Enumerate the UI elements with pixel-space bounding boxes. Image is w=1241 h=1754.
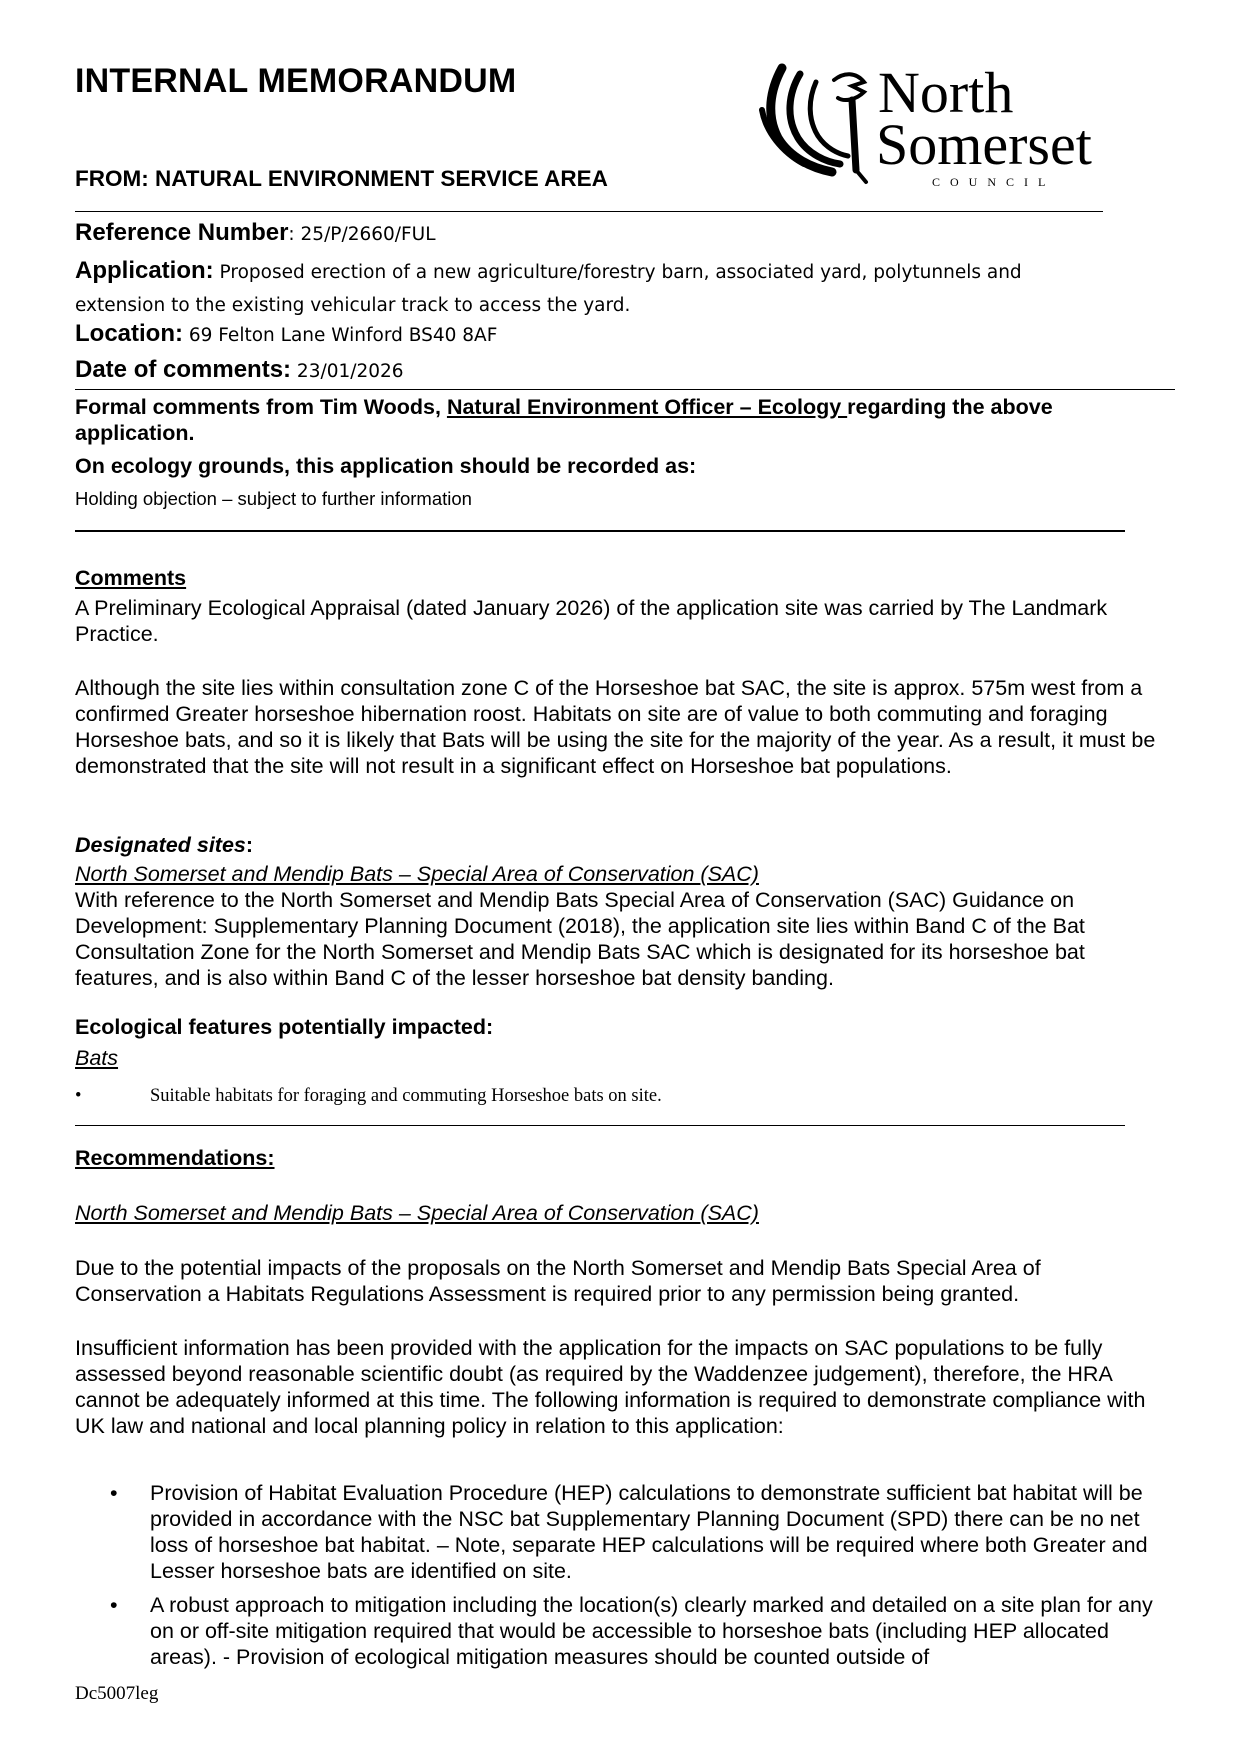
comments-paragraph: A Preliminary Ecological Appraisal (dated January 2026) of the application site was carried by The Landmark Practice. <box>75 596 1108 646</box>
formal-comments-heading: Formal comments from Tim Woods, Natural Environment Officer – Ecology regarding the above application. <box>75 395 1053 445</box>
date-value: 23/01/2026 <box>291 361 404 382</box>
designated-sites-subheading: North Somerset and Mendip Bats – Special Area of Conservation (SAC) <box>75 862 759 886</box>
bullet-icon: • <box>110 1481 118 1505</box>
application-value: Proposed erection of a new agriculture/forestry barn, associated yard, polytunnels and extension to the existing vehicular track to access the yard. <box>75 262 1022 316</box>
application-row <box>75 255 1115 321</box>
recommendations-paragraph: Due to the potential impacts of the proposals on the North Somerset and Mendip Bats Special Area of Conservation a Habitats Regulations Assessment is required prior to any permission being granted. <box>75 1256 1041 1306</box>
list-item: • Provision of Habitat Evaluation Procedure (HEP) calculations to demonstrate sufficient bat habitat will be provided in accordance with the NSC bat Supplementary Planning Document (SPD) there can be no net loss of horseshoe bat habitat. – Note, separate HEP calculations will be required where both Greater and Lesser horseshoe bats are identified on site. <box>110 1481 1148 1583</box>
council-logo <box>752 60 1112 190</box>
date-label: Date of comments: <box>75 356 292 383</box>
recommendations-subheading: North Somerset and Mendip Bats – Special Area of Conservation (SAC) <box>75 1201 759 1225</box>
location-label: Location: <box>75 320 183 347</box>
recommendations-paragraph: Insufficient information has been provided with the application for the impacts on SAC populations to be fully assessed beyond reasonable scientific doubt (as required by the Waddenzee judgement), therefore, the HRA cannot be adequately informed at this time. The following information is required to demonstrate compliance with UK law and national and local planning policy in relation to this application: <box>75 1336 1146 1438</box>
ecology-grounds-heading: On ecology grounds, this application should be recorded as: <box>75 454 697 478</box>
reference-row <box>75 219 436 247</box>
divider <box>75 530 1125 532</box>
bullet-icon: • <box>110 1593 118 1617</box>
location-row <box>75 320 497 348</box>
document-code: Dc5007leg <box>75 1683 159 1704</box>
date-row <box>75 356 404 384</box>
location-value: 69 Felton Lane Winford BS40 8AF <box>183 325 498 346</box>
logo-text-somerset: Somerset <box>876 112 1092 177</box>
memo-title: INTERNAL MEMORANDUM <box>75 62 517 100</box>
memo-page: INTERNAL MEMORANDUM FROM: NATURAL ENVIRONMENT SERVICE AREA North Somerset COUNCIL Reference Number: 25/P/2660/FUL Application: Proposed erection of a new agriculture/forestry barn, associated yard, polytunnels and extension to the existing vehicular track to access the yard. Location: 69 Felton Lane Winford BS40 8AF Date of comments: 23/01/2026 Formal comments from Tim Woods, Natural Environment Officer – Ecology regarding the above application. On ecology grounds, this application should be recorded as: Holding objection – subject to further information Comments A Preliminary Ecological Appraisal (dated January 2026) of the application site was carried by The Landmark Practice. Although the site lies within consultation zone C of the Horseshoe bat SAC, the site is approx. 575m west from a confirmed Greater horseshoe hibernation roost. Habitats on site are of value to both commuting and foraging Horseshoe bats, and so it is likely that Bats will be using the site for the majority of the year. As a result, it must be demonstrated that the site will not result in a significant effect on Horseshoe bat populations. Designated sites: North Somerset and Mendip Bats – Special Area of Conservation (SAC) With reference to the North Somerset and Mendip Bats Special Area of Conservation (SAC) Guidance on Development: Supplementary Planning Document (2018), the application site lies within Band C of the Bat Consultation Zone for the North Somerset and Mendip Bats SAC which is designated for its horseshoe bat features, and is also within Band C of the lesser horseshoe bat density banding. Ecological features potentially impacted: Bats • Suitable habitats for foraging and commuting Horseshoe bats on site. Recommendations: North Somerset and Mendip Bats – Special Area of Conservation (SAC) Due to the potential impacts of the proposals on the North Somerset and Mendip Bats Special Area of Conservation a Habitats Regulations Assessment is required prior to any permission being granted. Insufficient information has been provided with the application for the impacts on SAC populations to be fully assessed beyond reasonable scientific doubt (as required by the Waddenzee judgement), therefore, the HRA cannot be adequately informed at this time. The following information is required to demonstrate compliance with UK law and national and local planning policy in relation to this application: • Provision of Habitat Evaluation Procedure (HEP) calculations to demonstrate sufficient bat habitat will be provided in accordance with the NSC bat Supplementary Planning Document (SPD) there can be no net loss of horseshoe bat habitat. – Note, separate HEP calculations will be required where both Greater and Lesser horseshoe bats are identified on site. • A robust approach to mitigation including the location(s) clearly marked and detailed on a site plan for any on or off-site mitigation required that would be accessible to horseshoe bats (including HEP allocated areas). - Provision of ecological mitigation measures should be counted outside of Dc5007leg <box>0 0 1241 1754</box>
logo-text-north: North <box>878 60 1014 125</box>
recommendations-heading: Recommendations: <box>75 1146 275 1170</box>
reference-label: Reference Number <box>75 219 289 246</box>
reference-value: : 25/P/2660/FUL <box>288 224 436 245</box>
divider <box>75 211 1103 212</box>
comments-heading: Comments <box>75 566 187 590</box>
features-heading: Ecological features potentially impacted: <box>75 1015 494 1039</box>
recommendation-status: Holding objection – subject to further information <box>75 488 472 509</box>
divider <box>75 1125 1125 1126</box>
recommendations-list <box>75 1480 1175 1678</box>
wyvern-icon <box>752 60 1112 190</box>
list-item: • A robust approach to mitigation including the location(s) clearly marked and detailed on a site plan for any on or off-site mitigation required that would be accessible to horseshoe bats (including HEP allocated areas). - Provision of ecological mitigation measures should be counted outside of <box>110 1593 1153 1669</box>
designated-sites-paragraph: With reference to the North Somerset and Mendip Bats Special Area of Conservation (SAC) Guidance on Development: Supplementary Planning Document (2018), the application site lies within Band C of the Bat Consultation Zone for the North Somerset and Mendip Bats SAC which is designated for its horseshoe bat features, and is also within Band C of the lesser horseshoe bat density banding. <box>75 888 1085 990</box>
officer-title: Natural Environment Officer – Ecology <box>446 395 848 419</box>
bullet-icon: • <box>75 1086 82 1106</box>
application-label: Application: <box>75 257 214 284</box>
divider <box>75 389 1175 390</box>
designated-sites-heading: Designated sites: <box>75 833 254 857</box>
comments-paragraph: Although the site lies within consultation zone C of the Horseshoe bat SAC, the site is approx. 575m west from a confirmed Greater horseshoe hibernation roost. Habitats on site are of value to both commuting and foraging Horseshoe bats, and so it is likely that Bats will be using the site for the majority of the year. As a result, it must be demonstrated that the site will not result in a significant effect on Horseshoe bat populations. <box>75 676 1156 778</box>
logo-text-council: COUNCIL <box>932 175 1056 189</box>
from-line: FROM: NATURAL ENVIRONMENT SERVICE AREA <box>75 166 608 191</box>
features-subheading: Bats <box>75 1046 119 1070</box>
